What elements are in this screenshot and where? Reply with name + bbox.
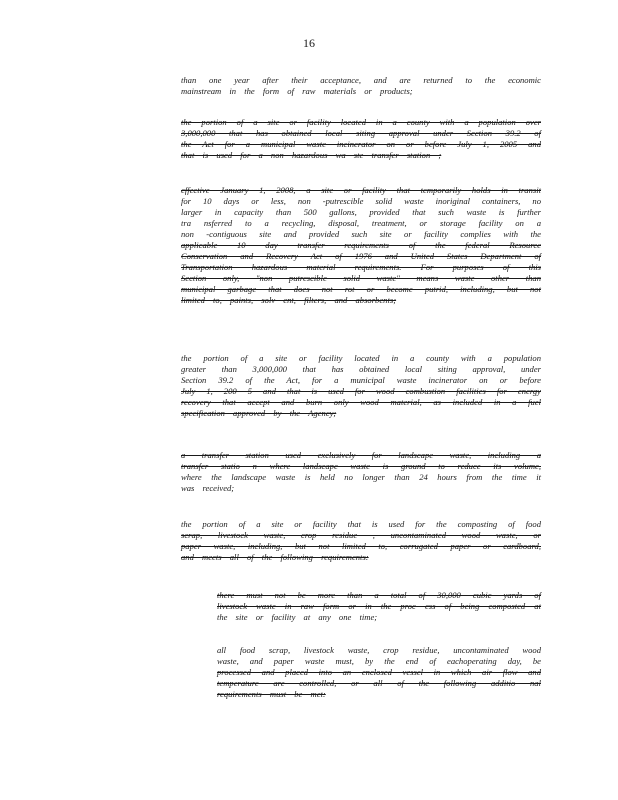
text-line: Conservation and Recovery Act of 1976 and United States Department of — [181, 251, 541, 261]
paragraph-struck-incinerator-transfer — [181, 117, 541, 161]
text-line: municipal garbage that does not rot or become putrid, including, but not — [181, 284, 541, 294]
text-line: non -contiguous site and provided such site or facility complies with the — [181, 229, 541, 239]
text-line: the portion of a site or facility that is used for the composting of food — [181, 519, 541, 529]
text-line: waste, and paper waste must, by the end of eachoperating day, be — [217, 656, 541, 666]
text-line: greater than 3,000,000 that has obtained local siting approval, under — [181, 364, 541, 374]
text-line: limited to, paints, solv ent, filters, and absorbents; — [181, 295, 397, 305]
text-line: the site or facility at any one time; — [217, 612, 378, 622]
text-line: transfer statio n where landscape waste is ground to reduce its volume, — [181, 461, 541, 471]
text-line: processed and placed into an enclosed vessel in which air flow and — [217, 667, 541, 677]
text-line: larger in capacity than 500 gallons, provided that such waste is further — [181, 207, 541, 217]
text-line: 3,000,000 that has obtained local siting approval under Section 39.2 of — [181, 128, 541, 138]
text-line: was received; — [181, 483, 235, 493]
text-line: the portion of a site or facility located in a county with a population over — [181, 117, 541, 127]
text-line: July 1, 200 5 and that is used for wood combustion facilities for energy — [181, 386, 541, 396]
paragraph-continuation — [181, 75, 541, 97]
text-line: for 10 days or less, non -putrescible solid waste inoriginal containers, no — [181, 196, 541, 206]
text-line: a transfer station used exclusively for landscape waste, including a — [181, 450, 541, 460]
text-line: there must not be more than a total of 30,000 cubic yards of — [217, 590, 541, 600]
paragraph-wood-combustion — [181, 353, 541, 419]
text-line: Section 39.2 of the Act, for a municipal waste incinerator on or before — [181, 375, 541, 385]
text-line: that is used for a non hazardous wa ste transfer station ; — [181, 150, 442, 160]
text-line: paper waste, including, but not limited to, corrugated paper or cardboard, — [181, 541, 541, 551]
text-line: livestock waste in raw form or in the proc ess of being composted at — [217, 601, 541, 611]
text-line: all food scrap, livestock waste, crop residue, uncontaminated wood — [217, 645, 541, 655]
page-number: 16 — [303, 36, 315, 50]
text-line: mainstream in the form of raw materials or products; — [181, 86, 413, 96]
paragraph-temporary-transit — [181, 185, 541, 306]
text-line: where the landscape waste is held no longer than 24 hours from the time it — [181, 472, 541, 482]
text-line: scrap, livestock waste, crop residue , uncontaminated wood waste, or — [181, 530, 541, 540]
subparagraph-daily-processing — [217, 645, 541, 700]
text-line: temperature are controlled, or all of the following additio nal — [217, 678, 541, 688]
subparagraph-volume-limit — [217, 590, 541, 623]
text-line: requirements must be met: — [217, 689, 326, 699]
text-line: Transportation hazardous material requirements. For purposes of this — [181, 262, 541, 272]
paragraph-landscape-transfer — [181, 450, 541, 494]
text-line: Section only, "non putrescible solid waste" means waste other than — [181, 273, 541, 283]
text-line: tra nsferred to a recycling, disposal, treatment, or storage facility on a — [181, 218, 541, 228]
paragraph-composting — [181, 519, 541, 563]
text-line: applicable 10 day transfer requirements of the federal Resource — [181, 240, 541, 250]
text-line: the portion of a site or facility located in a county with a population — [181, 353, 541, 363]
text-line: specification approved by the Agency; — [181, 408, 337, 418]
text-line: recovery that accept and burn only wood material, as included in a fuel — [181, 397, 541, 407]
text-line: than one year after their acceptance, and are returned to the economic — [181, 75, 541, 85]
text-line: and meets all of the following requirements: — [181, 552, 369, 562]
text-line: the Act for a municipal waste incinerator on or before July 1, 2005 and — [181, 139, 541, 149]
text-line: effective January 1, 2008, a site or facility that temporarily holds in transit — [181, 185, 541, 195]
